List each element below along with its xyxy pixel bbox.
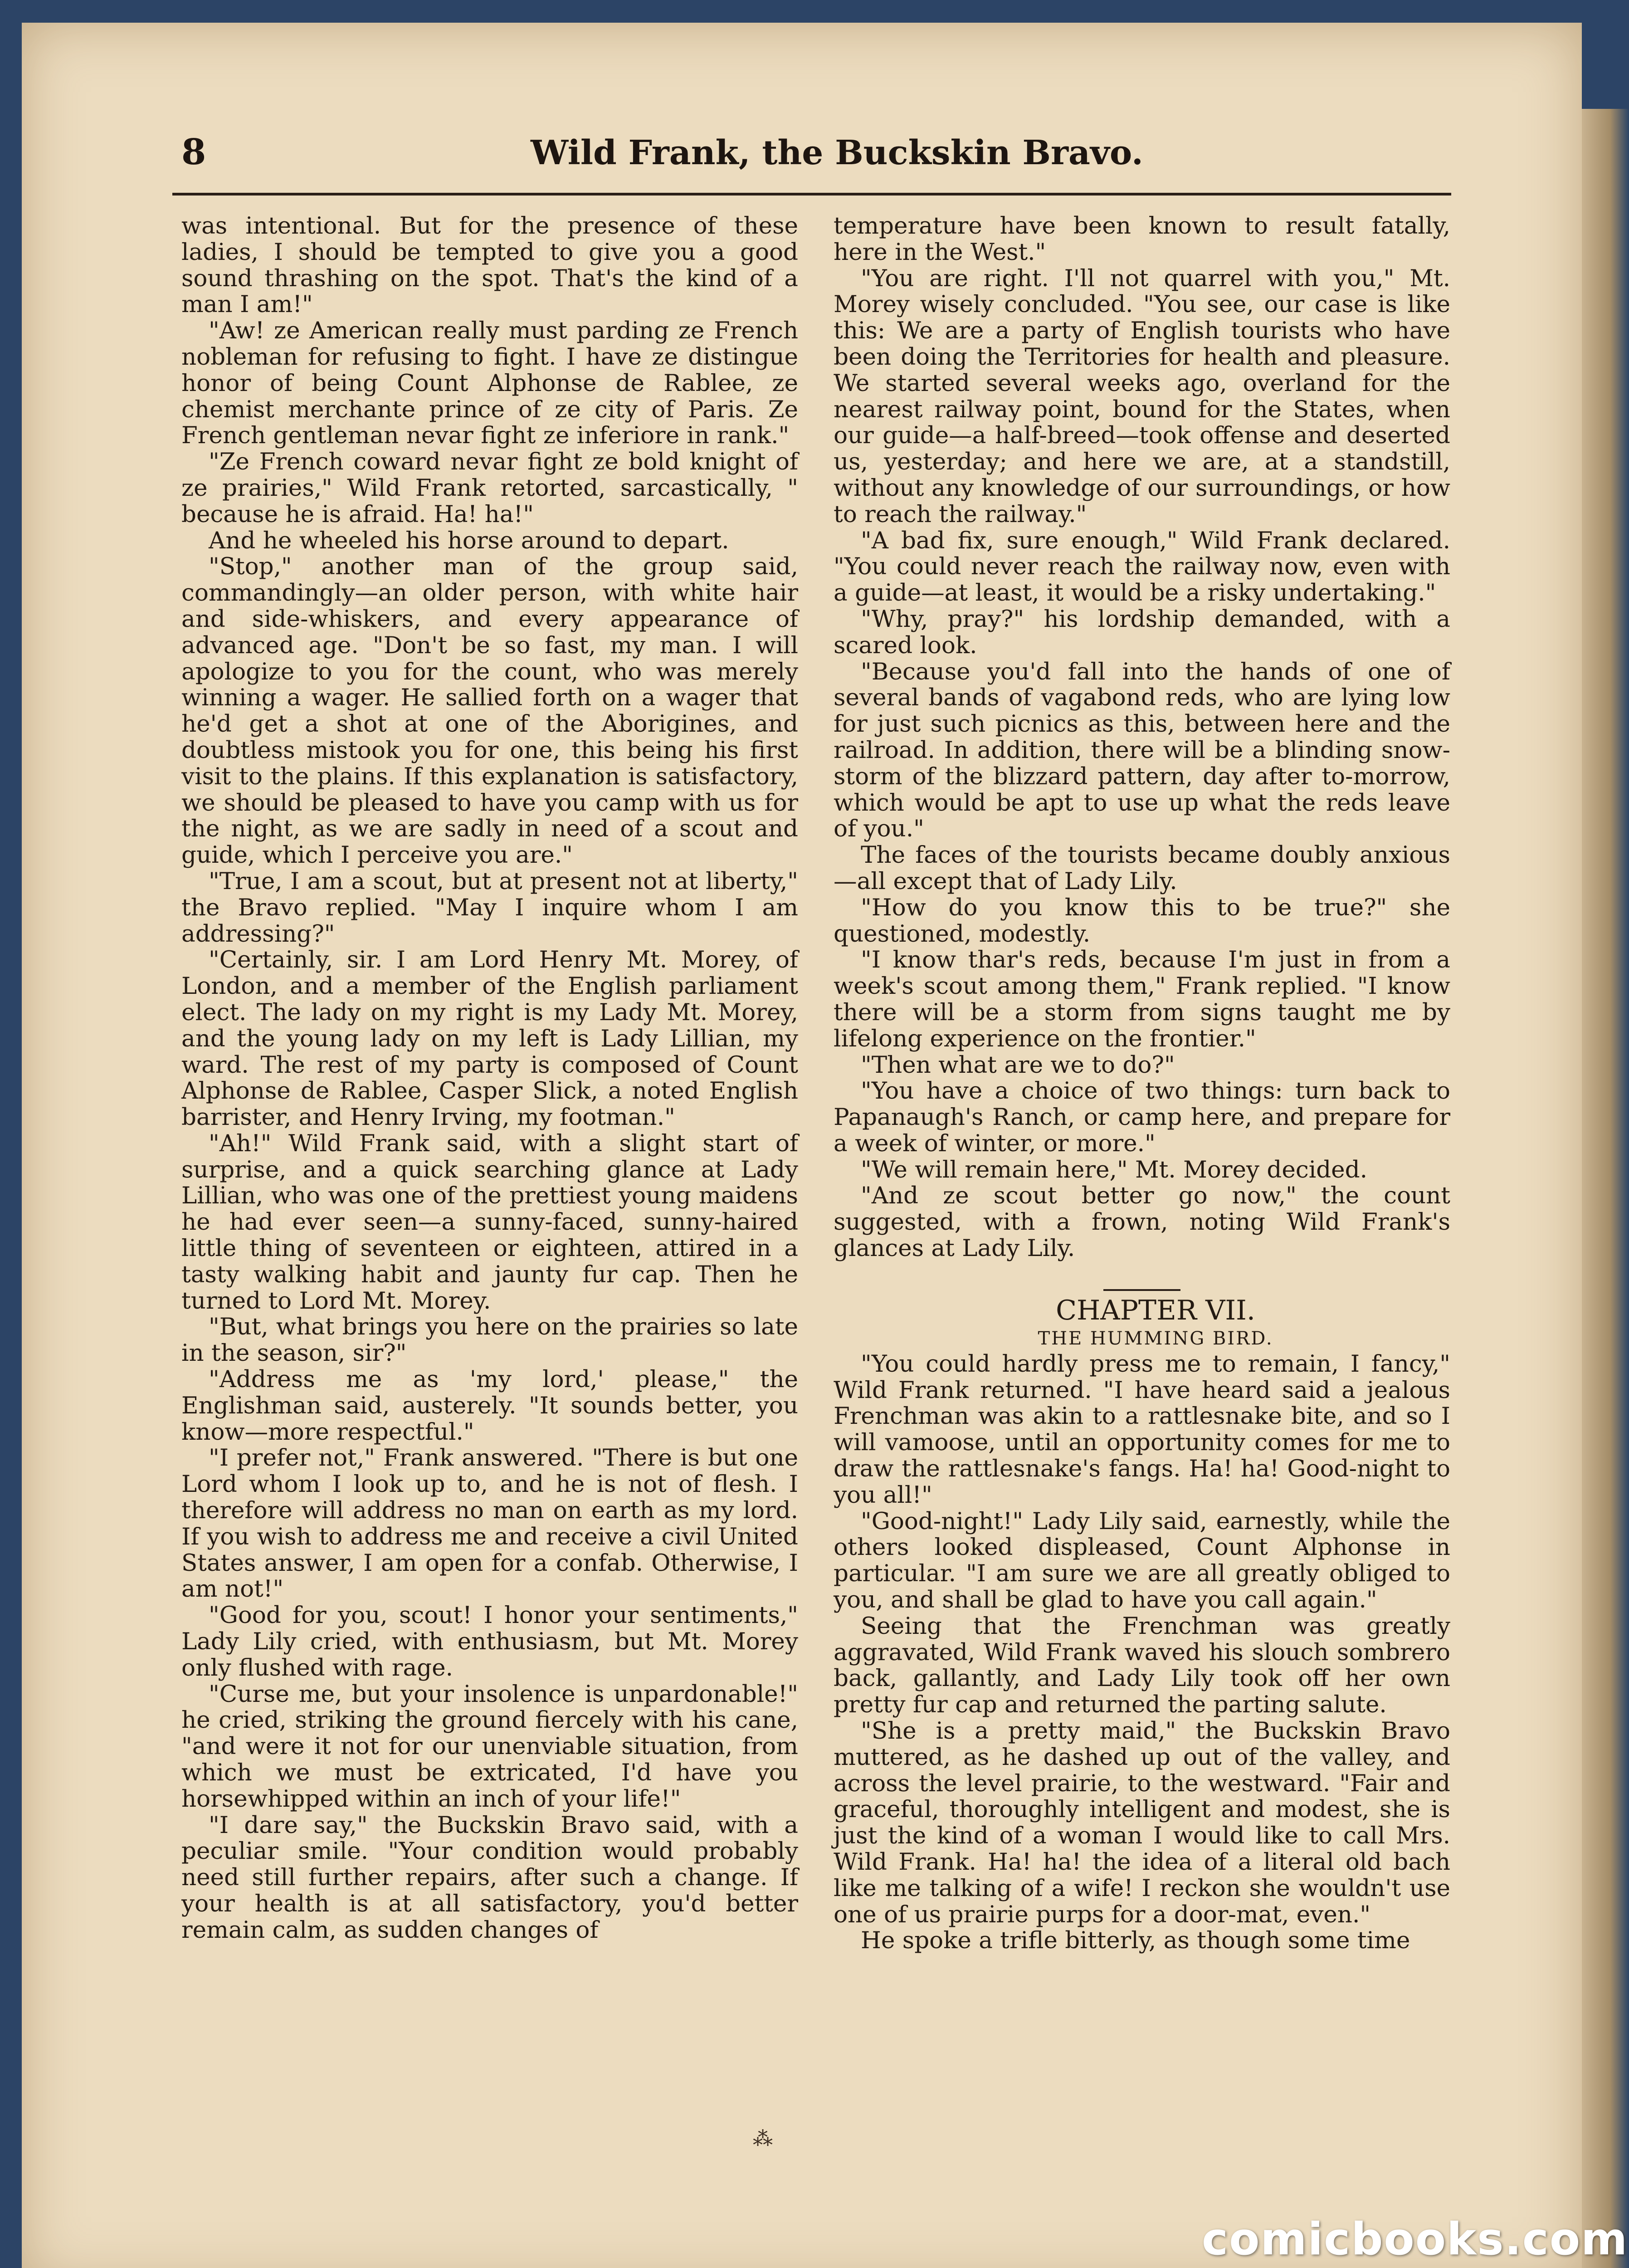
- footer-mark: ⁂: [753, 2127, 773, 2151]
- chapter-subtitle: THE HUMMING BIRD.: [1038, 1328, 1273, 1349]
- paragraph: "Ah!" Wild Frank said, with a slight start of surprise, and a quick searching glance at Lady Lillian, who was one of the prettiest young maidens he had ever seen—a sunny-faced, sunny-haired little thing of seventeen or eighteen, attired in a tasty walking habit and jaunty fur cap. Then he turned to Lord Mt. Morey.: [181, 1129, 798, 1315]
- paragraph: "You have a choice of two things: turn back to Papanaugh's Ranch, or camp here, and prepare for a week of winter, or more.": [834, 1077, 1450, 1157]
- paragraph: "True, I am a scout, but at present not at liberty," the Bravo replied. "May I inquire whom I am addressing?": [181, 867, 798, 948]
- paragraph: "I know thar's reds, because I'm just in from a week's scout among them," Frank replied. "I know there will be a storm from signs taught me by lifelong experience on the frontier.": [834, 946, 1450, 1052]
- paragraph: was intentional. But for the presence of these ladies, I should be tempted to give you a good sound thrashing on the spot. That's the kind of a man I am!": [181, 212, 798, 318]
- paragraph: "She is a pretty maid," the Buckskin Bravo muttered, as he dashed up out of the valley, and across the level prairie, to the westward. "Fair and graceful, thoroughly intelligent and modest, she is just the kind of a woman I would like to call Mrs. Wild Frank. Ha! ha! the idea of a literal old bach like me talking of a wife! I reckon she wouldn't use one of us prairie purps for a door-mat, even.": [834, 1717, 1450, 1928]
- paragraph: "Then what are we to do?": [861, 1051, 1175, 1079]
- page-edge: [1582, 109, 1629, 2268]
- paragraph: "Stop," another man of the group said, commandingly—an older person, with white hair and side-whiskers, and every appearance of advanced age. "Don't be so fast, my man. I will apologize to you for the count, who was merely winning a wager. He sallied forth on a wager that he'd get a shot at one of the Aborigines, and doubtless mistook you for one, this being his first visit to the plains. If this explanation is satisfactory, we should be pleased to have you camp with us for the night, as we are sadly in need of a scout and guide, which I perceive you are.": [181, 553, 798, 869]
- paragraph: "A bad fix, sure enough," Wild Frank declared. "You could never reach the railway now, even with a guide—at least, it would be a risky undertaking.": [834, 527, 1450, 607]
- paragraph: "You could hardly press me to remain, I fancy," Wild Frank returned. "I have heard said a jealous Frenchman was akin to a rattlesnake bite, and so I will vamoose, until an opportunity comes for me to draw the rattlesnake's fangs. Ha! ha! Good-night to you all!": [834, 1350, 1450, 1509]
- paragraph: "Good for you, scout! I honor your sentiments," Lady Lily cried, with enthusiasm, but Mt. Morey only flushed with rage.: [181, 1602, 798, 1681]
- paragraph: "Aw! ze American really must parding ze French nobleman for refusing to fight. I have ze distingue honor of being Count Alphonse de Rablee, ze chemist merchante prince of ze city of Paris. Ze French gentleman nevar fight ze inferiore in rank.": [181, 317, 798, 450]
- paragraph: "Certainly, sir. I am Lord Henry Mt. Morey, of London, and a member of the English parliament elect. The lady on my right is my Lady Mt. Morey, and the young lady on my left is Lady Lillian, my ward. The rest of my party is composed of Count Alphonse de Rablee, Casper Slick, a noted English barrister, and Henry Irving, my footman.": [181, 946, 798, 1131]
- paragraph: "But, what brings you here on the prairies so late in the season, sir?": [181, 1313, 798, 1367]
- paragraph: "Why, pray?" his lordship demanded, with a scared look.: [834, 605, 1450, 659]
- left-column: [181, 213, 798, 1944]
- paragraph: "And ze scout better go now," the count suggested, with a frown, noting Wild Frank's glances at Lady Lily.: [834, 1182, 1450, 1262]
- paragraph: "I dare say," the Buckskin Bravo said, with a peculiar smile. "Your condition would probably need still further repairs, after such a change. If your health is at all satisfactory, you'd better remain calm, as sudden changes of: [181, 1811, 798, 1944]
- header-rule: [172, 193, 1451, 196]
- paragraph: "You are right. I'll not quarrel with you," Mt. Morey wisely concluded. "You see, our case is like this: We are a party of English tourists who have been doing the Territories for health and pleasure. We started several weeks ago, overland for the nearest railway point, bound for the States, when our guide—a half-breed—took offense and deserted us, yesterday; and here we are, at a standstill, without any knowledge of our surroundings, or how to reach the railway.": [834, 264, 1450, 528]
- paragraph: "I prefer not," Frank answered. "There is but one Lord whom I look up to, and he is not of flesh. I therefore will address no man on earth as my lord. If you wish to address me and receive a civil United States answer, I am open for a confab. Otherwise, I am not!": [181, 1444, 798, 1603]
- paragraph: "How do you know this to be true?" she questioned, modestly.: [834, 894, 1450, 948]
- chapter-heading: [834, 1289, 1450, 1351]
- paragraph: "Address me as 'my lord,' please," the Englishman said, austerely. "It sounds better, you know—more respectful.": [181, 1366, 798, 1446]
- paragraph: "We will remain here," Mt. Morey decided.: [861, 1156, 1367, 1183]
- chapter-title: CHAPTER VII.: [1056, 1294, 1255, 1326]
- paragraph: temperature have been known to result fatally, here in the West.": [834, 212, 1450, 266]
- paragraph: "Ze French coward nevar fight ze bold knight of ze prairies," Wild Frank retorted, sarcastically, " because he is afraid. Ha! ha!": [181, 448, 798, 528]
- paragraph: He spoke a trifle bitterly, as though some time: [861, 1927, 1410, 1955]
- right-column-before: [834, 213, 1450, 1262]
- paragraph: And he wheeled his horse around to depart.: [209, 527, 729, 554]
- paragraph: "Because you'd fall into the hands of one of several bands of vagabond reds, who are lying low for just such picnics as this, between here and the railroad. In addition, there will be a blinding snow-storm of the blizzard pattern, day after to-morrow, which would be apt to use up what the reds leave of you.": [834, 658, 1450, 843]
- running-title: Wild Frank, the Buckskin Bravo.: [531, 133, 1143, 172]
- watermark-logo: comicbooks.com: [1202, 2214, 1629, 2265]
- paragraph: "Good-night!" Lady Lily said, earnestly, while the others looked displeased, Count Alphonse in particular. "I am sure we are all greatly obliged to you, and shall be glad to have you call again.": [834, 1507, 1450, 1614]
- page-number: 8: [181, 132, 206, 173]
- page-header: [181, 132, 1474, 186]
- chapter-rule: [1103, 1289, 1180, 1291]
- paragraph: Seeing that the Frenchman was greatly aggravated, Wild Frank waved his slouch sombrero back, gallantly, and Lady Lily took off her own pretty fur cap and returned the parting salute.: [834, 1612, 1450, 1719]
- right-column: [834, 213, 1450, 1954]
- right-column-after: [834, 1351, 1450, 1954]
- paragraph: "Curse me, but your insolence is unpardonable!" he cried, striking the ground fiercely with his cane, "and were it not for our unenviable situation, from which we must be extricated, I'd have you horsewhipped within an inch of your life!": [181, 1680, 798, 1813]
- paragraph: The faces of the tourists became doubly anxious—all except that of Lady Lily.: [834, 841, 1450, 895]
